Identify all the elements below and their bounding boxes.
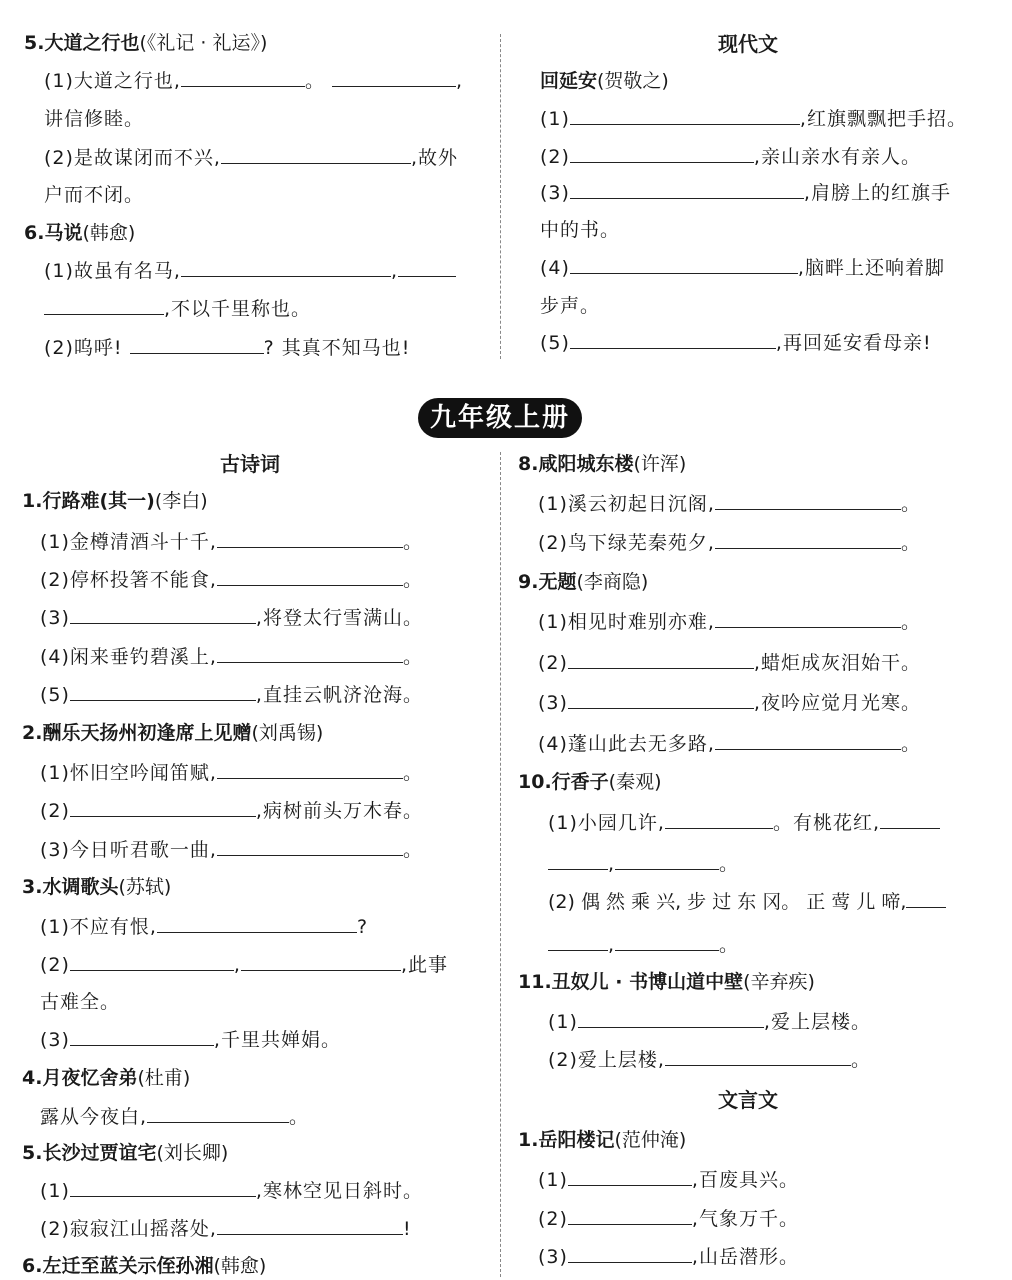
answer-blank[interactable] [70, 1028, 214, 1046]
fill-line: (1)大道之行也, 。 , [44, 70, 464, 92]
poem-title: 9.无题(李商隐) [518, 571, 649, 593]
answer-blank[interactable] [570, 107, 800, 125]
answer-blank[interactable] [880, 811, 940, 829]
answer-blank[interactable] [70, 799, 256, 817]
fill-line: (1) ,百废具兴。 [538, 1169, 799, 1191]
answer-blank[interactable] [147, 1105, 289, 1123]
answer-blank[interactable] [665, 1048, 851, 1066]
section-heading: 现代文 [718, 32, 778, 56]
answer-blank[interactable] [578, 1010, 764, 1028]
fill-line: 步声。 [540, 295, 601, 317]
fill-line: (4) ,脑畔上还响着脚 [540, 257, 945, 279]
fill-line: (2)停杯投箸不能食, 。 [40, 569, 423, 591]
poem-title: 11.丑奴儿 · 书博山道中壁(辛弃疾) [518, 971, 815, 993]
fill-line: (3) ,将登太行雪满山。 [40, 607, 423, 629]
fill-line: 古难全。 [40, 991, 121, 1013]
answer-blank[interactable] [70, 953, 234, 971]
answer-blank[interactable] [241, 953, 401, 971]
fill-line: (2)呜呼! ? 其真不知马也! [44, 337, 411, 359]
fill-line: (2)鸟下绿芜秦苑夕, 。 [538, 532, 921, 554]
fill-line: 户而不闭。 [44, 184, 145, 206]
fill-line: (2) ,亲山亲水有亲人。 [540, 146, 921, 168]
fill-line: , 。 [548, 852, 739, 876]
answer-blank[interactable] [70, 1179, 256, 1197]
fill-line: (2)是故谋闭而不兴, ,故外 [44, 147, 459, 169]
answer-blank[interactable] [181, 259, 391, 277]
poem-title: 6.左迁至蓝关示侄孙湘(韩愈) [22, 1255, 267, 1277]
fill-line: (4)蓬山此去无多路, 。 [538, 733, 921, 755]
fill-line: (2) 偶 然 乘 兴, 步 过 东 冈。 正 莺 儿 啼, [548, 890, 946, 914]
section-heading: 文言文 [718, 1088, 778, 1112]
answer-blank[interactable] [548, 933, 608, 951]
answer-blank[interactable] [715, 610, 901, 628]
fill-line: (5) ,直挂云帆济沧海。 [40, 684, 423, 706]
poem-title: 回延安(贺敬之) [540, 70, 669, 92]
top-column-divider [500, 34, 501, 359]
fill-line: (1)相见时难别亦难, 。 [538, 611, 921, 633]
fill-line: (1)小园几许, 。有桃花红, [548, 811, 940, 835]
answer-blank[interactable] [715, 531, 901, 549]
poem-title: 10.行香子(秦观) [518, 771, 662, 793]
answer-blank[interactable] [715, 492, 901, 510]
fill-line: (1)故虽有名马, , [44, 259, 456, 283]
fill-line: (2) , ,此事 [40, 954, 449, 976]
answer-blank[interactable] [217, 761, 403, 779]
answer-blank[interactable] [130, 336, 264, 354]
answer-blank[interactable] [70, 606, 256, 624]
answer-blank[interactable] [570, 331, 776, 349]
poem-title: 1.行路难(其一)(李白) [22, 490, 208, 512]
poem-title: 5.长沙过贾谊宅(刘长卿) [22, 1142, 229, 1164]
fill-line: (3) ,千里共婵娟。 [40, 1029, 341, 1051]
answer-blank[interactable] [715, 732, 901, 750]
answer-blank[interactable] [332, 69, 456, 87]
fill-line: (1) ,爱上层楼。 [548, 1011, 871, 1033]
fill-line: (3)今日听君歌一曲, 。 [40, 839, 423, 861]
fill-line: (3) ,山岳潜形。 [538, 1246, 799, 1268]
answer-blank[interactable] [181, 69, 305, 87]
fill-line: (2)寂寂江山摇落处, ! [40, 1218, 412, 1240]
answer-blank[interactable] [568, 691, 754, 709]
fill-line: (1)金樽清酒斗十千, 。 [40, 531, 423, 553]
answer-blank[interactable] [157, 915, 357, 933]
poem-title: 2.酬乐天扬州初逢席上见赠(刘禹锡) [22, 722, 324, 744]
fill-line: ,不以千里称也。 [44, 297, 311, 321]
fill-line: (3) ,夜吟应觉月光寒。 [538, 692, 921, 714]
answer-blank[interactable] [70, 683, 256, 701]
answer-blank[interactable] [568, 1207, 692, 1225]
fill-line: 中的书。 [540, 219, 621, 241]
answer-blank[interactable] [217, 838, 403, 856]
answer-blank[interactable] [217, 568, 403, 586]
answer-blank[interactable] [568, 1168, 692, 1186]
answer-blank[interactable] [568, 1245, 692, 1263]
answer-blank[interactable] [217, 1217, 403, 1235]
fill-line: (1) ,红旗飘飘把手招。 [540, 108, 967, 130]
answer-blank[interactable] [665, 811, 773, 829]
fill-line: (3) ,肩膀上的红旗手 [540, 182, 951, 204]
fill-line: (2) ,蜡炬成灰泪始干。 [538, 652, 921, 674]
answer-blank[interactable] [615, 933, 719, 951]
answer-blank[interactable] [615, 852, 719, 870]
fill-line: 讲信修睦。 [44, 108, 145, 130]
fill-line: , 。 [548, 933, 739, 957]
poem-title: 3.水调歌头(苏轼) [22, 876, 172, 898]
answer-blank[interactable] [906, 890, 946, 908]
poem-title: 4.月夜忆舍弟(杜甫) [22, 1067, 191, 1089]
answer-blank[interactable] [221, 146, 411, 164]
fill-line: (2) ,病树前头万木春。 [40, 800, 423, 822]
fill-line: (2) ,气象万千。 [538, 1208, 799, 1230]
answer-blank[interactable] [217, 530, 403, 548]
fill-line: (4)闲来垂钓碧溪上, 。 [40, 646, 423, 668]
poem-title: 5.大道之行也(《礼记 · 礼运》) [24, 32, 268, 54]
bottom-column-divider [500, 452, 501, 1277]
answer-blank[interactable] [44, 297, 164, 315]
fill-line: (2)爱上层楼, 。 [548, 1049, 871, 1071]
fill-line: (1)溪云初起日沉阁, 。 [538, 493, 921, 515]
fill-line: (1)怀旧空吟闻笛赋, 。 [40, 762, 423, 784]
fill-line: (1)不应有恨, ? [40, 916, 369, 938]
grade-banner: 九年级上册 [418, 398, 582, 438]
fill-line: 露从今夜白, 。 [40, 1106, 310, 1128]
answer-blank[interactable] [570, 181, 804, 199]
answer-blank[interactable] [398, 259, 456, 277]
fill-line: (1) ,寒林空见日斜时。 [40, 1180, 423, 1202]
poem-title: 8.咸阳城东楼(许浑) [518, 453, 687, 475]
answer-blank[interactable] [568, 651, 754, 669]
poem-title: 6.马说(韩愈) [24, 222, 136, 244]
answer-blank[interactable] [570, 145, 754, 163]
answer-blank[interactable] [217, 645, 403, 663]
fill-line: (5) ,再回延安看母亲! [540, 332, 932, 354]
section-heading: 古诗词 [220, 452, 280, 476]
poem-title: 1.岳阳楼记(范仲淹) [518, 1129, 687, 1151]
answer-blank[interactable] [548, 852, 608, 870]
answer-blank[interactable] [570, 256, 798, 274]
